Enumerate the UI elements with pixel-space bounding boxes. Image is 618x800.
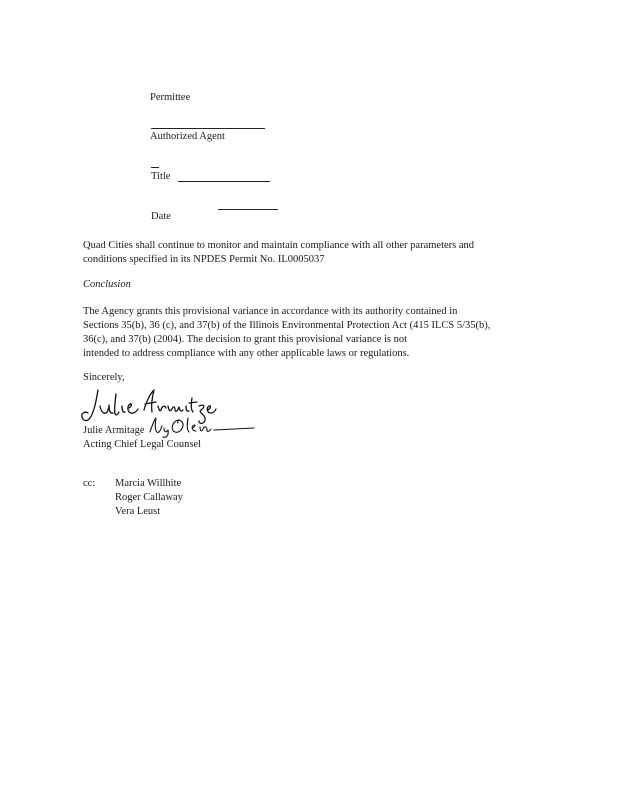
paragraph-line: Quad Cities shall continue to monitor and maintain compliance with all other parameters and [83, 240, 475, 251]
title-line [178, 181, 270, 182]
title-line-left [151, 167, 159, 168]
salutation: Sincerely, [83, 372, 125, 383]
authorized-agent-label: Authorized Agent [150, 131, 225, 142]
paragraph-line: conditions specified in its NPDES Permit No. IL0005037 [83, 254, 325, 265]
date-line [218, 209, 278, 210]
paragraph-line: intended to address compliance with any other applicable laws or regulations. [83, 348, 410, 359]
paragraph-line: The Agency grants this provisional variance in accordance with its authority contained in [83, 306, 458, 317]
signer-name: Julie Armitage [83, 425, 145, 436]
signer-title: Acting Chief Legal Counsel [83, 439, 202, 450]
date-label: Date [151, 211, 171, 222]
paragraph-line: 36(c), and 37(b) (2004). The decision to grant this provisional variance is not [83, 334, 408, 345]
authorized-agent-line [151, 128, 265, 129]
cc-recipient: Marcia Willhite [115, 478, 182, 489]
paragraph-line: Sections 35(b), 36 (c), and 37(b) of the Illinois Environmental Protection Act (415 ILCS 5/35(b), [83, 320, 491, 331]
initials-signature [148, 414, 258, 438]
cc-label: cc: [83, 478, 96, 489]
cc-recipient: Vera Leust [115, 506, 161, 517]
title-label: Title [151, 171, 171, 182]
permittee-label: Permittee [150, 92, 191, 103]
cc-recipient: Roger Callaway [115, 492, 183, 503]
conclusion-heading: Conclusion [83, 279, 131, 290]
initials-signature-mark [148, 414, 258, 438]
